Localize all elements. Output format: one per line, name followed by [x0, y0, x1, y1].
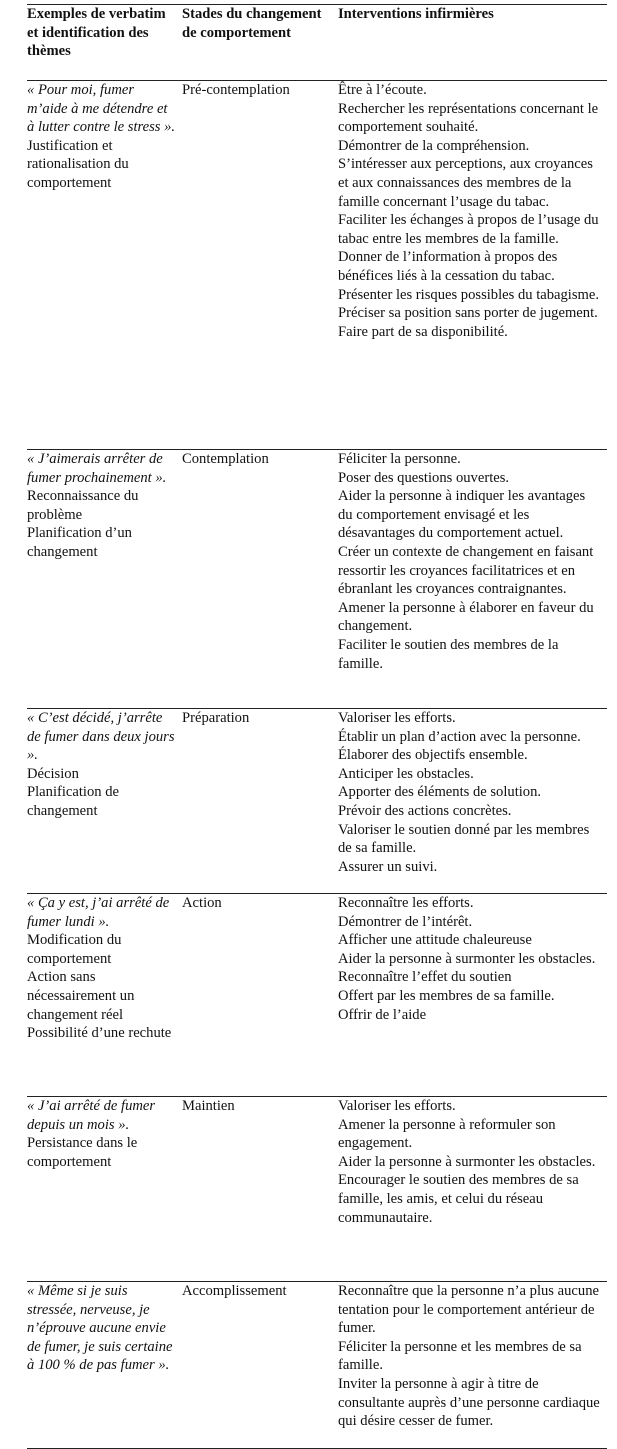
interventions-cell [338, 1282, 607, 1449]
verbatim-cell [27, 894, 182, 1097]
table-header [27, 5, 607, 81]
intervention-item: Inviter la personne à agir à titre de consultante auprès d’une personne cardiaque qui désire cesser de fumer. [338, 1375, 600, 1430]
table-row [27, 81, 607, 450]
intervention-item: Aider la personne à indiquer les avantages du comportement envisagé et les désavantages du comportement actuel. [338, 488, 586, 542]
intervention-item: Établir un plan d’action avec la personne. [338, 728, 581, 745]
intervention-item: Être à l’écoute. [338, 82, 427, 98]
intervention-item: Reconnaître les efforts. [338, 895, 474, 911]
interventions-cell [338, 81, 607, 450]
intervention-item: Présenter les risques possibles du tabagisme. [338, 286, 600, 303]
theme-label: Planification de changement [27, 784, 119, 819]
behavior-change-table [27, 4, 607, 1449]
intervention-item: Afficher une attitude chaleureuse [338, 932, 532, 949]
intervention-item: Anticiper les obstacles. [338, 765, 474, 782]
stage-cell [182, 1097, 338, 1282]
table-row [27, 1282, 607, 1449]
verbatim-quote: « Pour moi, fumer m’aide à me détendre et à lutter contre le stress ». [27, 82, 176, 136]
verbatim-quote: « Ça y est, j’ai arrêté de fumer lundi ». [27, 895, 170, 930]
intervention-item: Offrir de l’aide [338, 1006, 427, 1023]
intervention-item: Poser des questions ouvertes. [338, 469, 510, 486]
intervention-item: Valoriser les efforts. [338, 1098, 456, 1114]
intervention-item: Créer un contexte de changement en faisant ressortir les croyances facilitatrices et en ébranlant les croyances contraignantes. [338, 543, 594, 598]
intervention-item: Rechercher les représentations concernant le comportement souhaité. [338, 100, 599, 136]
intervention-item: Prévoir des actions concrètes. [338, 802, 512, 819]
intervention-item: Faire part de sa disponibilité. [338, 323, 508, 340]
intervention-item: Faciliter les échanges à propos de l’usage du tabac entre les membres de la famille. [338, 212, 599, 247]
verbatim-cell [27, 81, 182, 450]
intervention-item: Aider la personne à surmonter les obstacles. [338, 950, 596, 967]
intervention-item: Valoriser les efforts. [338, 710, 456, 726]
theme-label: Planification d’un changement [27, 525, 132, 560]
verbatim-quote: « J’aimerais arrêter de fumer prochainement ». [27, 451, 167, 486]
interventions-cell [338, 450, 607, 709]
verbatim-quote: « Même si je suis stressée, nerveuse, je n’éprouve aucune envie de fumer, je suis certaine à 100 % de pas fumer ». [27, 1283, 173, 1374]
theme-label: Persistance dans le comportement [27, 1135, 138, 1170]
intervention-item: Amener la personne à reformuler son engagement. [338, 1116, 556, 1152]
intervention-item: Élaborer des objectifs ensemble. [338, 747, 528, 764]
theme-label: Décision [27, 765, 79, 782]
header-nursing-interventions: Interventions infirmières [338, 5, 607, 81]
theme-label: Justification et rationalisation du comportement [27, 137, 129, 191]
stage-cell [182, 709, 338, 894]
intervention-item: Démontrer de la compréhension. [338, 137, 530, 154]
intervention-item: Préciser sa position sans porter de jugement. [338, 305, 598, 322]
stage-label: Accomplissement [182, 1283, 287, 1299]
interventions-cell [338, 894, 607, 1097]
table-body [27, 81, 607, 1449]
theme-label: Possibilité d’une rechute [27, 1025, 172, 1042]
interventions-cell [338, 709, 607, 894]
stage-label: Préparation [182, 710, 250, 726]
stage-cell [182, 894, 338, 1097]
intervention-item: Féliciter la personne. [338, 451, 461, 467]
intervention-item: Offert par les membres de sa famille. [338, 987, 555, 1004]
stage-label: Action [182, 895, 222, 911]
stage-cell [182, 450, 338, 709]
intervention-item: Faciliter le soutien des membres de la famille. [338, 636, 559, 672]
intervention-item: Assurer un suivi. [338, 858, 438, 875]
verbatim-cell [27, 1282, 182, 1449]
verbatim-cell [27, 1097, 182, 1282]
intervention-item: Apporter des éléments de solution. [338, 784, 542, 801]
intervention-item: Reconnaître l’effet du soutien [338, 969, 512, 986]
stage-label: Pré-contemplation [182, 82, 290, 98]
intervention-item: Aider la personne à surmonter les obstacles. [338, 1153, 596, 1170]
header-change-stages: Stades du changement de comportement [182, 5, 338, 81]
stage-cell [182, 1282, 338, 1449]
table-row [27, 1097, 607, 1282]
verbatim-quote: « J’ai arrêté de fumer depuis un mois ». [27, 1098, 156, 1133]
intervention-item: Démontrer de l’intérêt. [338, 913, 473, 930]
theme-label: Reconnaissance du problème [27, 488, 139, 523]
table-row [27, 709, 607, 894]
theme-label: Action sans nécessairement un changement réel [27, 969, 135, 1023]
verbatim-cell [27, 709, 182, 894]
intervention-item: Encourager le soutien des membres de sa famille, les amis, et celui du réseau communautaire. [338, 1172, 579, 1226]
theme-label: Modification du comportement [27, 932, 122, 967]
stage-cell [182, 81, 338, 450]
intervention-item: Reconnaître que la personne n’a plus aucune tentation pour le comportement antérieur de fumer. [338, 1283, 599, 1337]
verbatim-quote: « C’est décidé, j’arrête de fumer dans deux jours ». [27, 710, 175, 764]
interventions-cell [338, 1097, 607, 1282]
table-row [27, 450, 607, 709]
verbatim-cell [27, 450, 182, 709]
stage-label: Maintien [182, 1098, 235, 1114]
intervention-item: S’intéresser aux perceptions, aux croyances et aux connaissances des membres de la famille concernant l’usage du tabac. [338, 156, 593, 210]
table-row [27, 894, 607, 1097]
intervention-item: Amener la personne à élaborer en faveur du changement. [338, 599, 594, 635]
intervention-item: Valoriser le soutien donné par les membres de sa famille. [338, 821, 590, 857]
intervention-item: Donner de l’information à propos des bénéfices liés à la cessation du tabac. [338, 249, 558, 284]
header-verbatim-themes: Exemples de verbatim et identification des thèmes [27, 5, 182, 81]
stage-label: Contemplation [182, 451, 269, 467]
intervention-item: Féliciter la personne et les membres de sa famille. [338, 1338, 582, 1374]
